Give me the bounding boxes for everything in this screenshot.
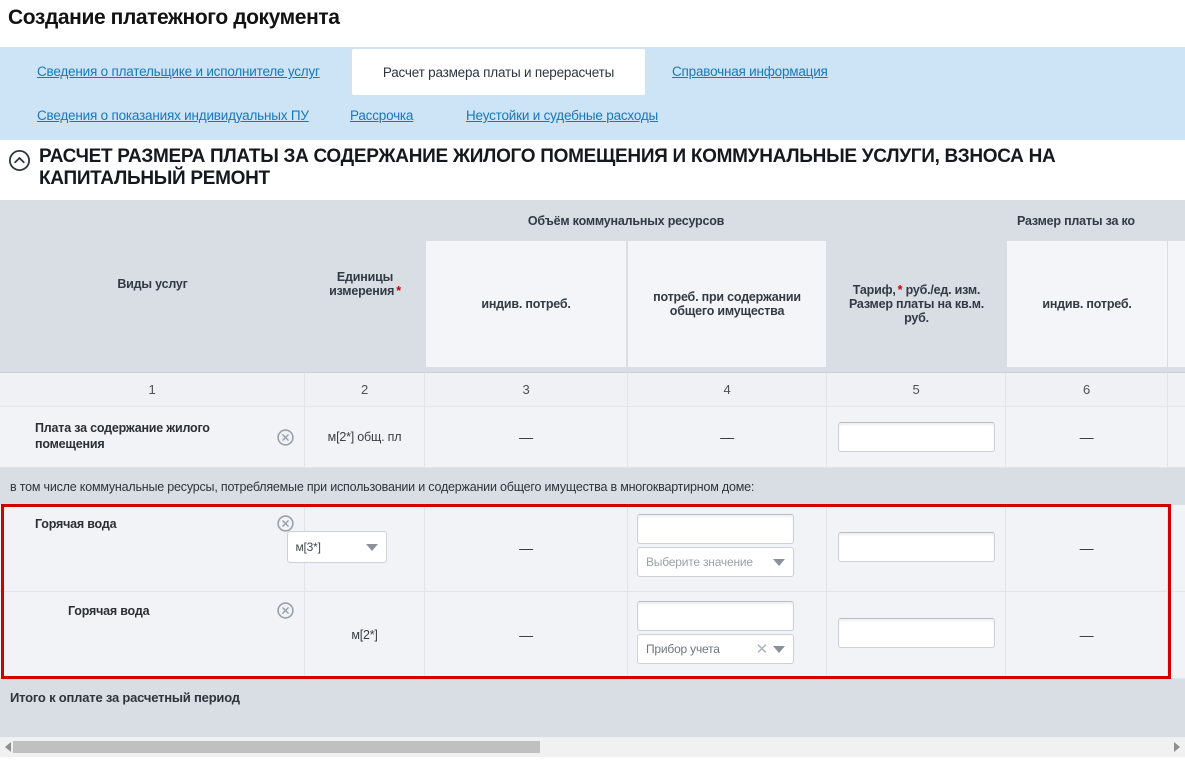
table-header [0,200,1185,372]
x-circle-icon [277,435,294,449]
service-name: Плата за содержание жилого помещения [35,421,210,451]
scroll-right-arrow-icon[interactable] [1174,742,1180,752]
group-header-volume: Объём коммунальных ресурсов [527,213,725,228]
unit-value: м[2*] общ. пл [305,407,425,467]
volume-method-select[interactable]: Выберите значение [637,547,794,577]
empty-value: — [720,429,734,445]
collapse-section-button[interactable] [8,149,31,172]
row-maintenance-fee [0,407,1185,468]
col-header-services: Виды услуг [117,276,188,291]
tab-payment-calculation[interactable]: Расчет размера платы и перерасчеты [352,49,645,95]
empty-value: — [519,429,533,445]
unit-value: м[2*] [305,592,425,678]
remove-row-button[interactable] [277,429,294,446]
tab-reference-info[interactable]: Справочная информация [672,64,828,79]
row-hot-water-2 [0,592,1185,679]
chevron-up-circle-icon [8,159,31,176]
col-header-tariff: Тариф, * руб./ед. изм. Размер платы на кв.м. руб. [848,283,985,325]
tab-installment[interactable]: Рассрочка [350,108,414,123]
service-name: Горячая вода [68,604,150,618]
required-asterisk: * [396,283,401,298]
section-title: РАСЧЕТ РАЗМЕРА ПЛАТЫ ЗА СОДЕРЖАНИЕ ЖИЛОГО ПОМЕЩЕНИЯ И КОММУНАЛЬНЫЕ УСЛУГИ, ВЗНОСА НА КАПИТАЛЬНЫЙ РЕМОНТ [39,146,1056,189]
empty-value: — [519,627,533,643]
empty-value: — [1079,627,1094,643]
common-volume-input[interactable] [637,601,794,631]
common-volume-input[interactable] [637,514,794,544]
col-header-individual-payment: индив. потреб. [1042,297,1132,311]
unit-select[interactable]: м[3*] [287,531,387,563]
tariff-input[interactable] [838,532,995,562]
tariff-input[interactable] [838,618,995,648]
total-row: Итого к оплате за расчетный период [0,679,1185,737]
scroll-left-arrow-icon[interactable] [5,742,11,752]
col-header-common-property-consumption: потреб. при содержании общего имущества [653,290,801,318]
clear-selection-icon[interactable]: ✕ [755,640,768,658]
horizontal-scrollbar[interactable] [0,737,1185,757]
caret-down-icon [773,646,785,653]
tab-meter-readings[interactable]: Сведения о показаниях индивидуальных ПУ [37,108,309,123]
empty-value: — [1079,540,1094,556]
tariff-input[interactable] [838,422,995,452]
note-row: в том числе коммунальные ресурсы, потребляемые при использовании и содержании общего имущества в многоквартирном доме: [0,468,1185,505]
empty-value: — [1079,429,1094,445]
x-circle-icon [277,608,294,622]
page-title: Создание платежного документа [8,6,340,29]
scrollbar-thumb[interactable] [13,741,540,753]
required-asterisk: * [897,283,903,297]
col-header-individual-consumption: индив. потреб. [481,297,571,311]
tab-bar [0,47,1185,140]
remove-row-button[interactable] [277,515,294,532]
tab-payer-info[interactable]: Сведения о плательщике и исполнителе услуг [37,64,320,79]
group-header-payment: Размер платы за ко [1017,213,1135,228]
tab-penalties[interactable]: Неустойки и судебные расходы [466,108,659,123]
col-header-units: Единицы измерения * [329,269,401,298]
volume-method-select[interactable]: Прибор учета ✕ [637,634,794,664]
column-number-row: 1 2 3 4 5 6 [0,372,1185,407]
charges-table [0,200,1185,737]
caret-down-icon [773,559,785,566]
row-hot-water-1 [0,505,1185,592]
empty-value: — [519,540,533,556]
caret-down-icon [366,544,378,551]
section-header [8,146,1138,189]
remove-row-button[interactable] [277,602,294,619]
service-name: Горячая вода [35,517,117,531]
